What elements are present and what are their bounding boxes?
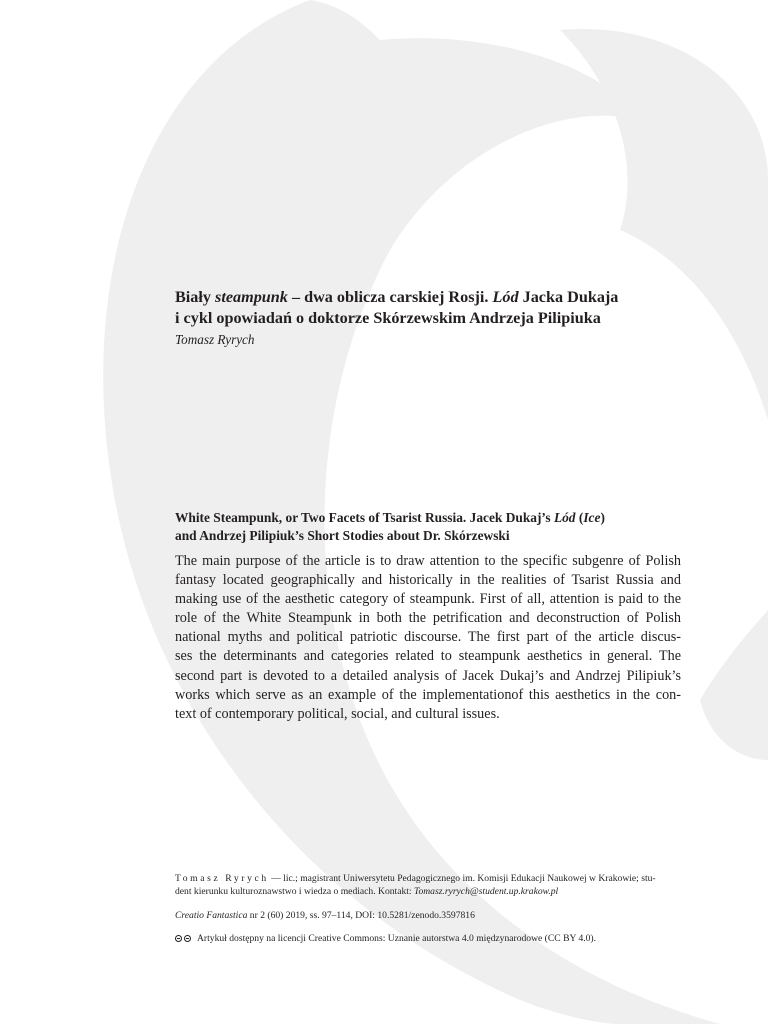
license-text: Artykuł dostępny na licencji Creative Commons: Uznanie autorstwa 4.0 międzynarodowe (CC BY 4.0). <box>197 933 597 944</box>
journal-citation: Creatio Fantastica nr 2 (60) 2019, ss. 97–114, DOI: 10.5281/zenodo.3597816 <box>175 910 475 921</box>
by-icon <box>184 935 191 942</box>
polish-article-title <box>175 287 681 329</box>
abstract-line: works which serve as an example of the implementationof this aesthetics in the con- <box>175 686 681 703</box>
bio-author-name: Tomasz Ryrych <box>175 873 269 884</box>
abstract-line: ses the determinants and categories related to steampunk aesthetics in general. The <box>175 648 681 665</box>
bio-line-1: Tomasz Ryrych — lic.; magistrant Uniwersytetu Pedagogicznego im. Komisji Edukacji Naukowej w Krakowie; stu- <box>175 873 656 884</box>
english-article-title <box>175 509 681 545</box>
abstract-line: making use of the aesthetic category of steampunk. First of all, attention is paid to the <box>175 591 681 608</box>
author-bio <box>175 873 681 898</box>
cc-icon <box>175 935 182 942</box>
english-title-line-2: and Andrzej Pilipiuk’s Short Stodies about Dr. Skórzewski <box>175 528 510 543</box>
journal-name: Creatio Fantastica <box>175 910 248 921</box>
polish-title-line-1: Biały steampunk – dwa oblicza carskiej Rosji. Lód Jacka Dukaja <box>175 288 619 306</box>
abstract-line: second part is devoted to a detailed analysis of Jacek Dukaj’s and Andrzej Pilipiuk’s <box>175 667 681 684</box>
cc-license-icons <box>175 934 193 947</box>
abstract-line: text of contemporary political, social, and cultural issues. <box>175 705 500 722</box>
author-email[interactable]: Tomasz.ryrych@student.up.krakow.pl <box>413 885 559 897</box>
polish-title-line-2: i cykl opowiadań o doktorze Skórzewskim Andrzeja Pilipiuka <box>175 309 601 327</box>
abstract-line: national myths and political patriotic discourse. The first part of the article discus- <box>175 629 681 646</box>
abstract-line: The main purpose of the article is to draw attention to the specific subgenre of Polish <box>175 553 681 569</box>
author-name: Tomasz Ryrych <box>175 332 255 347</box>
bio-line-2: dent kierunku kulturoznawstwo i wiedza o mediach. Kontakt: Tomasz.ryrych@student.up.krakow.pl <box>175 885 559 897</box>
abstract-line: role of the White Steampunk in both the petrification and deconstruction of Polish <box>175 610 681 627</box>
abstract <box>175 552 681 724</box>
abstract-line: fantasy located geographically and historically in the realities of Tsarist Russia and <box>175 572 681 589</box>
license-note <box>175 933 681 947</box>
english-title-line-1: White Steampunk, or Two Facets of Tsarist Russia. Jacek Dukaj’s Lód (Ice) <box>175 510 605 525</box>
